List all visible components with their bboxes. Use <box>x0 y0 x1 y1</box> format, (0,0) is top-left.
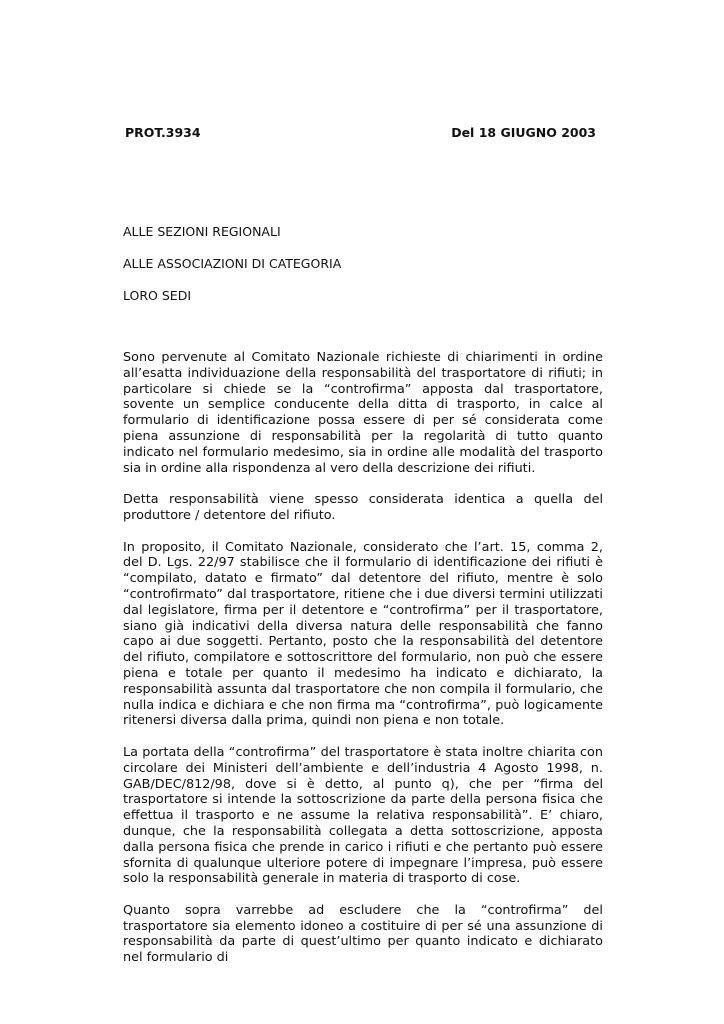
addressee-line: ALLE ASSOCIAZIONI DI CATEGORIA <box>123 256 342 271</box>
paragraph: In proposito, il Comitato Nazionale, considerato che l’art. 15, comma 2, del D. Lgs. 22/97 stabilisce che il formulario di identificazione dei rifiuti è “compilato, datato e firmato” dal detentore del rifiuto, mentre è solo “controfirmato” dal trasportatore, ritiene che i due diversi termini utilizzati dal legislatore, firma per il detentore e “controfirma” per il trasportatore, siano già indicativi della diversa natura delle responsabilità che fanno capo ai due soggetti. Pertanto, posto che la responsabilità del detentore del rifiuto, compilatore e sottoscrittore del formulario, non può che essere piena e totale per quanto il medesimo ha indicato e dichiarato, la responsabilità assunta dal trasportatore che non compila il formulario, che nulla indica e dichiara e che non firma ma “controfirma”, può logicamente ritenersi diversa dalla prima, quindi non piena e non totale. <box>123 539 603 729</box>
letter-body <box>123 350 603 982</box>
addressee-line: ALLE SEZIONI REGIONALI <box>123 224 281 239</box>
protocol-number: PROT.3934 <box>125 125 201 140</box>
addressee-line: LORO SEDI <box>123 288 191 303</box>
paragraph: La portata della “controfirma” del trasportatore è stata inoltre chiarita con circolare dei Ministeri dell’ambiente e dell’industria 4 Agosto 1998, n. GAB/DEC/812/98, dove si è detto, al punto q), che per “firma del trasportatore si intende la sottoscrizione da parte della persona fisica che effettua il trasporto e ne assume la relativa responsabilità”. E’ chiaro, dunque, che la responsabilità collegata a detta sottoscrizione, apposta dalla persona fisica che prende in carico i rifiuti e che pertanto può essere sfornita di qualunque ulteriore potere di impegnare l’impresa, può essere solo la responsabilità generale in materia di trasporto di cose. <box>123 744 603 887</box>
paragraph: Sono pervenute al Comitato Nazionale richieste di chiarimenti in ordine all’esatta individuazione della responsabilità del trasportatore di rifiuti; in particolare si chiede se la “controfirma” apposta dal trasportatore, sovente un semplice conducente della ditta di trasporto, in calce al formulario di identificazione possa essere di per sé considerata come piena assunzione di responsabilità per la regolarità di tutto quanto indicato nel formulario medesimo, sia in ordine alle modalità del trasporto sia in ordine alla rispondenza al vero della descrizione dei rifiuti. <box>123 350 603 476</box>
paragraph: Detta responsabilità viene spesso considerata identica a quella del produttore / detentore del rifiuto. <box>123 492 603 523</box>
document-date: Del 18 GIUGNO 2003 <box>451 125 596 140</box>
paragraph: Quanto sopra varrebbe ad escludere che la “controfirma” del trasportatore sia elemento idoneo a costituire di per sé una assunzione di responsabilità da parte di quest’ultimo per quanto indicato e dichiarato nel formulario di <box>123 902 603 966</box>
